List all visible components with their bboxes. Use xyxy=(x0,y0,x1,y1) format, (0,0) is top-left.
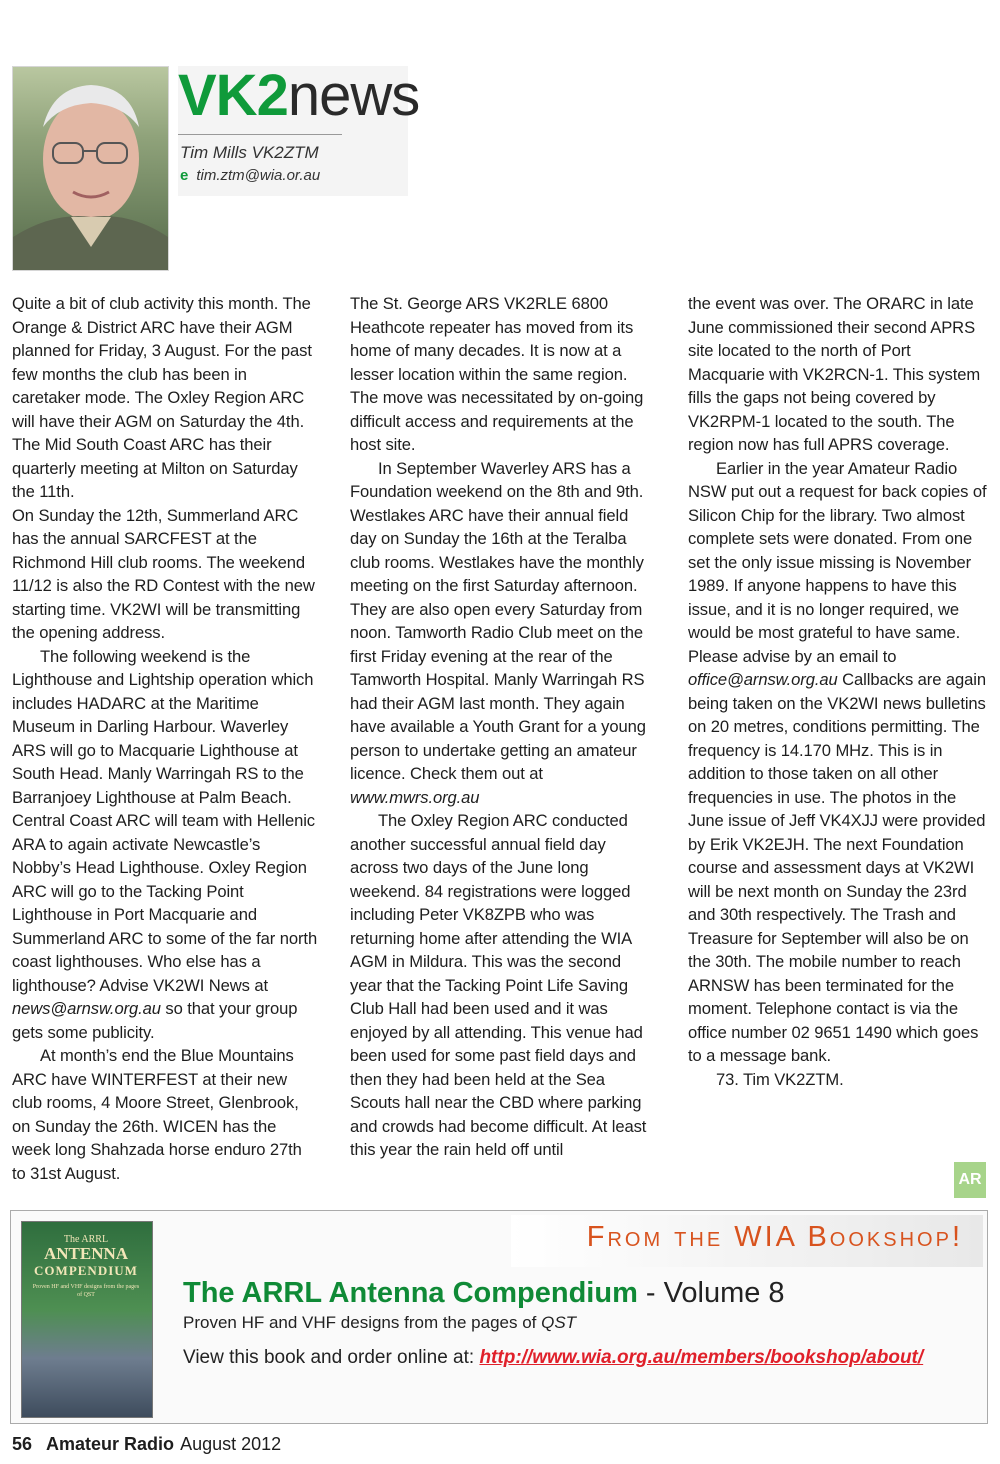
page-footer xyxy=(12,1434,281,1455)
book-cover-subtitle: Proven HF and VHF designs from the pages of QST xyxy=(32,1284,140,1298)
article-column-3 xyxy=(688,292,990,1091)
page-number: 56 xyxy=(12,1434,33,1454)
paragraph: the event was over. The ORARC in late June commissioned their second APRS site located to the north of Port Macquarie with VK2RCN-1. This system fills the gaps not being covered by VK2RPM-1 located to the south. The region now has full APRS coverage. xyxy=(688,294,981,454)
ad-banner-text: From the WIA Bookshop! xyxy=(586,1221,963,1253)
ar-end-logo: AR xyxy=(954,1162,986,1198)
book-cover-text xyxy=(30,1234,142,1299)
book-cover-title: ANTENNA xyxy=(43,1244,129,1263)
ad-subtitle: Proven HF and VHF designs from the pages of QST xyxy=(183,1313,577,1332)
page-title xyxy=(178,64,419,128)
book-volume: - Volume 8 xyxy=(637,1277,785,1309)
author-name: Tim Mills VK2ZTM xyxy=(180,143,319,162)
article-column-2 xyxy=(350,292,656,1162)
paragraph: In September Waverley ARS has a Foundation weekend on the 8th and 9th. Westlakes ARC have their annual field day on Sunday the 16th at the Teralba club rooms. Westlakes have the monthly meeting on the first Saturday afternoon. They are also open every Saturday from noon. Tamworth Radio Club meet on the first Friday evening at the rear of the Tamworth Hospital. Manly Warringah RS had their AGM last month. They again have available a Youth Grant for a young person to undertake getting an amateur licence. Check them out at www.mwrs.org.au xyxy=(350,458,646,807)
author-portrait-illustration xyxy=(13,67,168,270)
paragraph: The following weekend is the Lighthouse and Lightship operation which includes HADARC at the Maritime Museum in Darling Harbour. Waverley ARS will go to Macquarie Lighthouse at South Head. Manly Warringah RS to the Barranjoey Lighthouse at Palm Beach. Central Coast ARC will team with Hellenic ARA to again activate Newcastle’s Nobby’s Head Lighthouse. Oxley Region ARC will go to the Tacking Point Lighthouse in Port Macquarie and Summerland ARC to some of the far north coast lighthouses. Who else has a lighthouse? Advise VK2WI News at news@arnsw.org.au so that your group gets some publicity. xyxy=(12,646,318,1042)
paragraph: The St. George ARS VK2RLE 6800 Heathcote repeater has moved from its home of many decades. It is now at a lesser location within the same region. The move was necessitated by on-going difficult access and requirements at the host site. xyxy=(350,294,644,454)
author-photo xyxy=(12,66,169,271)
book-cover-title-2: COMPENDIUM xyxy=(34,1263,138,1278)
bookshop-ad[interactable] xyxy=(10,1210,988,1424)
web-link[interactable]: www.mwrs.org.au xyxy=(350,787,480,807)
paragraph: On Sunday the 12th, Summerland ARC has the annual SARCFEST at the Richmond Hill club rooms. The weekend 11/12 is also the RD Contest with the new starting time. VK2WI will be transmitting the opening address. xyxy=(12,505,315,642)
paragraph: Quite a bit of club activity this month. The Orange & District ARC have their AGM planned for Friday, 3 August. For the past few months the club has been in caretaker mode. The Oxley Region ARC will have their AGM on Saturday the 4th. The Mid South Coast ARC has their quarterly meeting at Milton on Saturday the 11th. xyxy=(12,294,312,501)
ad-link-row xyxy=(183,1347,923,1369)
author-email-line xyxy=(180,167,320,184)
paragraph: At month’s end the Blue Mountains ARC have WINTERFEST at their new club rooms, 4 Moore Street, Glenbrook, on Sunday the 26th. WICEN has the week long Shahzada horse enduro 27th to 31st August. xyxy=(12,1046,302,1183)
email-link[interactable]: office@arnsw.org.au xyxy=(688,670,838,689)
author-email[interactable]: tim.ztm@wia.or.au xyxy=(196,167,321,184)
ad-title xyxy=(183,1277,785,1310)
book-title: The ARRL Antenna Compendium xyxy=(183,1277,638,1309)
article-column-1 xyxy=(12,292,318,1185)
bookshop-link[interactable]: http://www.wia.org.au/members/bookshop/about/ xyxy=(479,1347,924,1368)
title-rest: news xyxy=(287,63,420,128)
email-link[interactable]: news@arnsw.org.au xyxy=(12,999,161,1018)
magazine-name: Amateur Radio xyxy=(46,1434,175,1454)
email-icon: e xyxy=(180,167,189,184)
signoff: 73. Tim VK2ZTM. xyxy=(716,1069,844,1089)
book-publisher: The ARRL xyxy=(63,1234,109,1245)
title-divider xyxy=(178,134,342,135)
book-cover-image[interactable] xyxy=(21,1221,153,1418)
title-bold: VK2 xyxy=(178,63,288,128)
paragraph: Earlier in the year Amateur Radio NSW put out a request for back copies of Silicon Chip for the library. Two almost complete sets were donated. From one set the only issue missing is November 1989. If anyone happens to have this issue, and it is no longer required, we would be most grateful to have same. Please advise by an email to office@arnsw.org.au Callbacks are again being taken on the VK2WI news bulletins on 20 metres, conditions permitting. The frequency is 14.170 MHz. This is in addition to those taken on all other frequencies in use. The photos in the June issue of Jeff VK4XJJ were provided by Erik VK2EJH. The next Foundation course and assessment days at VK2WI will be next month on Sunday the 23rd and 30th respectively. The Trash and Treasure for September will also be on the 30th. The mobile number to reach ARNSW has been terminated for the moment. Telephone contact is via the office number 02 9651 1490 which goes to a message bank. xyxy=(688,458,987,1065)
issue-date: August 2012 xyxy=(180,1434,282,1454)
paragraph: The Oxley Region ARC conducted another successful annual field day across two days of the June long weekend. 84 registrations were logged including Peter VK8ZPB who was returning home after attending the WIA AGM in Mildura. This was the second year that the Tacking Point Life Saving Club Hall had been used and it was enjoyed by all attending. This venue had been used for some past field days and then they had been held at the Sea Scouts hall near the CBD where parking and crowds had become difficult. At least this year the rain held off until xyxy=(350,811,647,1159)
ad-link-label: View this book and order online at: xyxy=(183,1347,480,1368)
